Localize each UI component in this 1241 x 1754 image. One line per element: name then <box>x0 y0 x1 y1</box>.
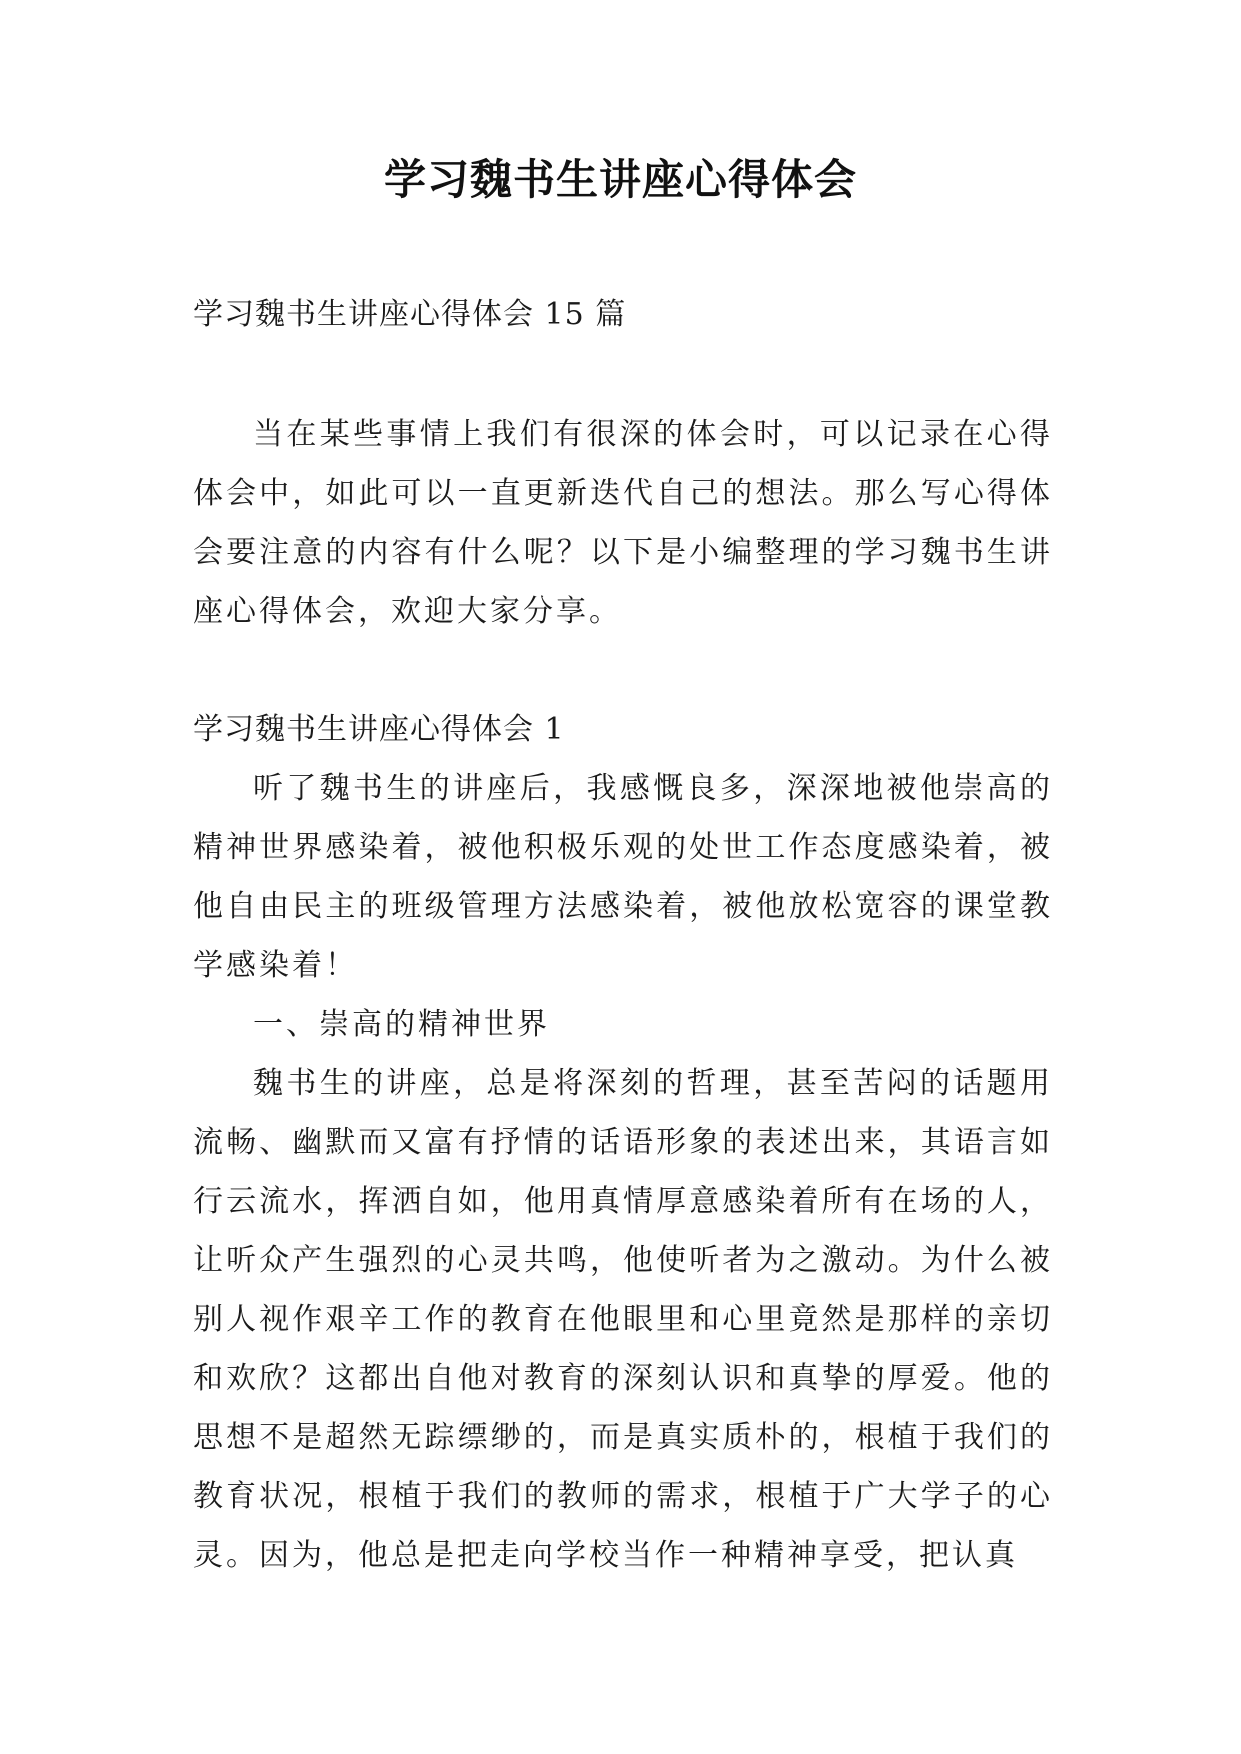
section-heading: 学习魏书生讲座心得体会 1 <box>193 712 565 747</box>
document-body <box>193 405 1053 1585</box>
intro-paragraph: 当在某些事情上我们有很深的体会时，可以记录在心得体会中，如此可以一直更新迭代自己的想法。那么写心得体会要注意的内容有什么呢？以下是小编整理的学习魏书生讲座心得体会，欢迎大家分享。 <box>193 417 1053 629</box>
body-paragraph: 魏书生的讲座，总是将深刻的哲理，甚至苦闷的话题用流畅、幽默而又富有抒情的话语形象的表述出来，其语言如行云流水，挥洒自如，他用真情厚意感染着所有在场的人，让听众产生强烈的心灵共鸣，他使听者为之激动。为什么被别人视作艰辛工作的教育在他眼里和心里竟然是那样的亲切和欢欣？这都出自他对教育的深刻认识和真挚的厚爱。他的思想不是超然无踪缥缈的，而是真实质朴的，根植于我们的教育状况，根植于我们的教师的需求，根植于广大学子的心灵。因为，他总是把走向学校当作一种精神享受，把认真 <box>193 1066 1053 1573</box>
body-paragraph: 听了魏书生的讲座后，我感慨良多，深深地被他崇高的精神世界感染着，被他积极乐观的处世工作态度感染着，被他自由民主的班级管理方法感染着，被他放松宽容的课堂教学感染着！ <box>193 771 1053 983</box>
document-title: 学习魏书生讲座心得体会 <box>383 155 857 204</box>
document-subtitle: 学习魏书生讲座心得体会 15 篇 <box>193 297 627 332</box>
section-subheading: 一、崇高的精神世界 <box>253 1007 550 1042</box>
